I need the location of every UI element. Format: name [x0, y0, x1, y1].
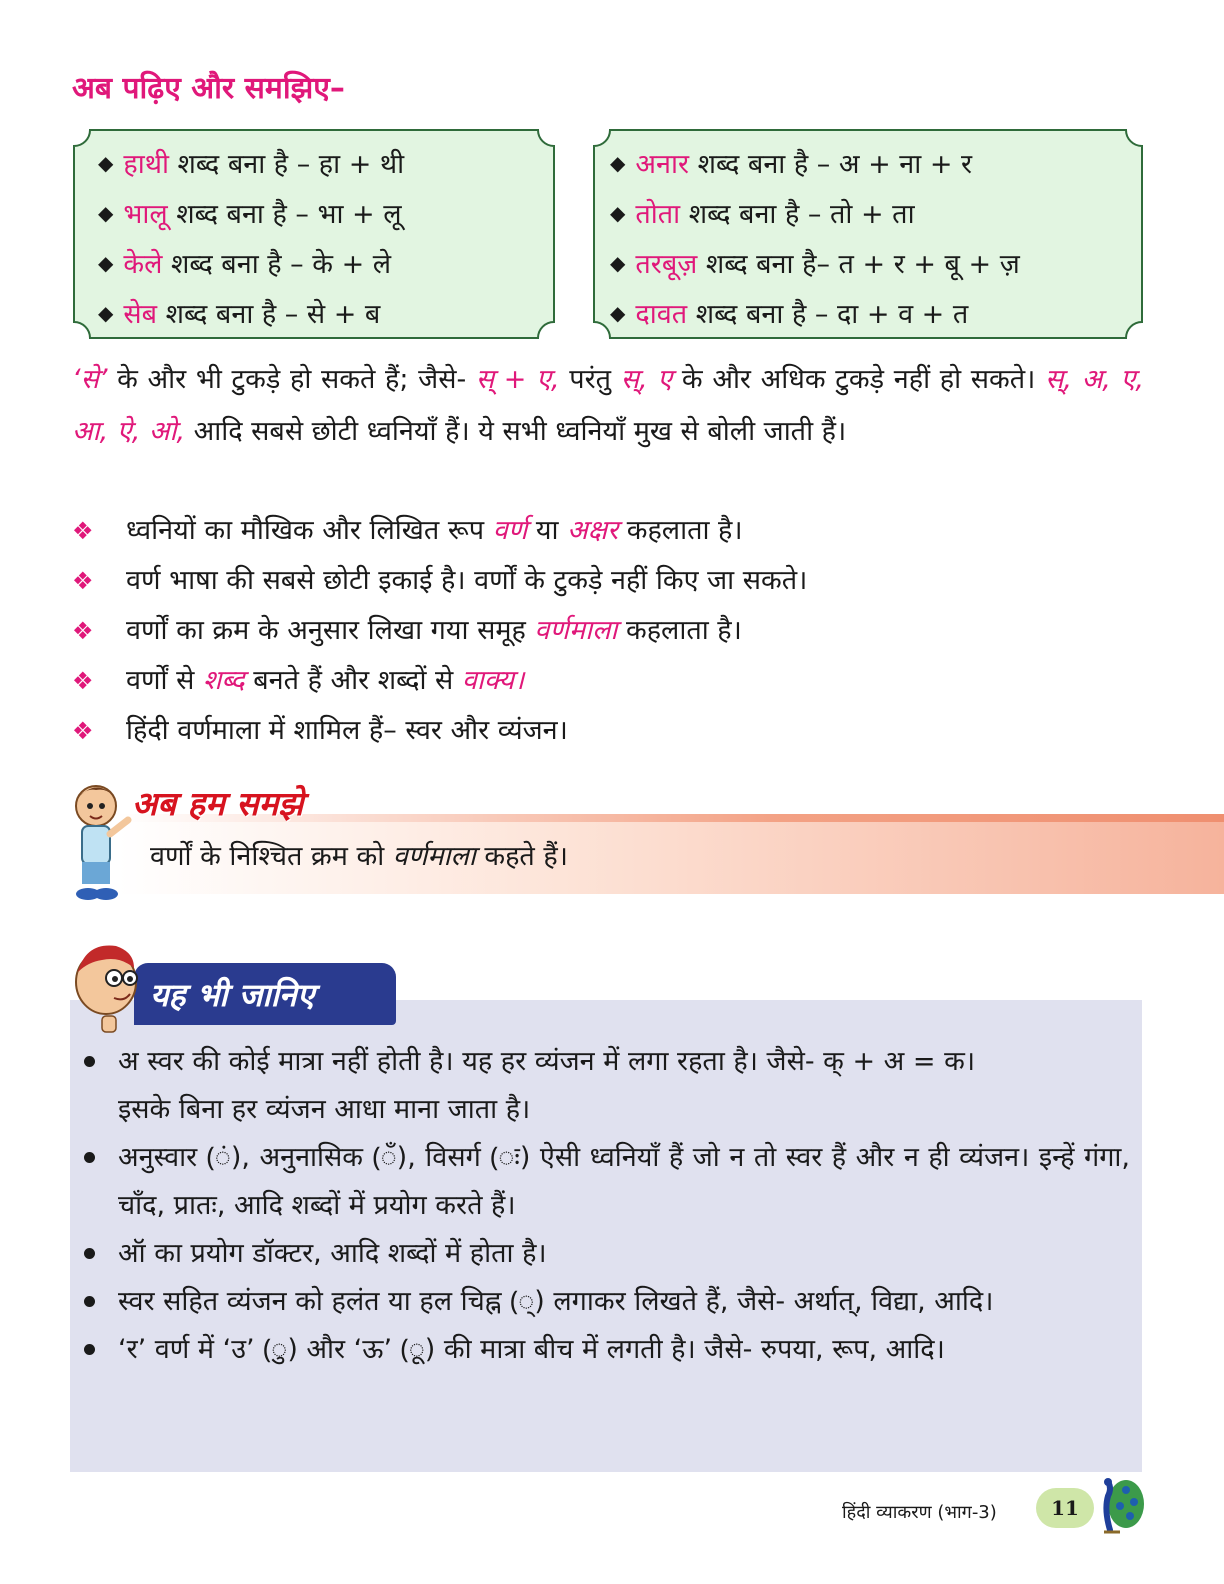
word-box-left	[72, 128, 556, 340]
example-word: तोता	[635, 199, 681, 230]
quoted-se: ‘से’	[72, 364, 108, 395]
fact-keyword: शब्द	[202, 665, 245, 696]
fact-item	[72, 556, 1152, 606]
fact-text: या	[527, 515, 568, 546]
summary-text-part: वर्णों के निश्चित क्रम को	[150, 841, 393, 872]
word-breakdown: शब्द बना है– त + र + बू + ज़	[697, 249, 1020, 280]
know-more-title: यह भी जानिए	[150, 976, 315, 1014]
fact-text: कहलाता है।	[617, 615, 742, 646]
bullet-dot-icon	[84, 1296, 95, 1307]
know-text: ऑ का प्रयोग डॉक्टर, आदि शब्दों में होता है।	[118, 1238, 547, 1269]
fact-item	[72, 506, 1152, 556]
diamond-bullet-icon: ◆	[610, 301, 626, 325]
bullet-dot-icon	[84, 1056, 95, 1067]
word-row	[610, 240, 1134, 290]
clover-bullet-icon: ❖	[72, 567, 94, 595]
diamond-bullet-icon: ◆	[610, 201, 626, 225]
fact-text: ध्वनियों का मौखिक और लिखित रूप	[126, 515, 493, 546]
know-text: स्वर सहित व्यंजन को हलंत या हल चिह्न (्) लगाकर लिखते हैं, जैसे- अर्थात्, विद्या, आदि।	[118, 1286, 994, 1317]
example-word: तरबूज़	[635, 249, 698, 280]
word-row	[98, 290, 546, 340]
example-word: सेब	[123, 299, 158, 330]
intro-text-4: आदि सबसे छोटी ध्वनियाँ हैं। ये सभी ध्वनियाँ मुख से बोली जाती हैं।	[185, 416, 847, 447]
word-breakdown: शब्द बना है – हा + थी	[168, 149, 405, 180]
diamond-bullet-icon: ◆	[98, 201, 114, 225]
intro-paragraph	[72, 354, 1144, 458]
intro-text-2: परंतु	[559, 364, 621, 395]
fact-text: कहलाता है।	[618, 515, 743, 546]
know-text: अ स्वर की कोई मात्रा नहीं होती है। यह हर व्यंजन में लगा रहता है। जैसे- क् + अ = क।	[118, 1046, 976, 1077]
example-word: हाथी	[123, 149, 169, 180]
summary-title: अब हम समझे	[132, 784, 304, 823]
word-breakdown: शब्द बना है – के + ले	[162, 249, 392, 280]
footer-book-title: हिंदी व्याकरण (भाग-3)	[842, 1502, 997, 1523]
fact-text: वर्णों का क्रम के अनुसार लिखा गया समूह	[126, 615, 535, 646]
know-item	[84, 1326, 1130, 1374]
fact-text: हिंदी वर्णमाला में शामिल हैं– स्वर और व्यंजन।	[126, 715, 568, 746]
know-text: ‘र’ वर्ण में ‘उ’ (ु) और ‘ऊ’ (ू) की मात्रा बीच में लगती है। जैसे- रुपया, रूप, आदि।	[118, 1334, 945, 1365]
fact-keyword: वर्णमाला	[534, 615, 618, 646]
know-text-extra: इसके बिना हर व्यंजन आधा माना जाता है।	[118, 1094, 531, 1125]
know-item	[84, 1230, 1130, 1278]
know-more-list	[84, 1038, 1130, 1374]
clover-bullet-icon: ❖	[72, 667, 94, 695]
facts-list	[72, 506, 1152, 756]
know-item	[84, 1278, 1130, 1326]
bullet-dot-icon	[84, 1152, 95, 1163]
word-breakdown: शब्द बना है – अ + ना + र	[689, 149, 973, 180]
intro-example-2: स्, ए	[620, 364, 673, 395]
fact-item	[72, 656, 1152, 706]
word-row	[610, 190, 1134, 240]
diamond-bullet-icon: ◆	[610, 151, 626, 175]
diamond-bullet-icon: ◆	[610, 251, 626, 275]
bullet-dot-icon	[84, 1344, 95, 1355]
page-heading: अब पढ़िए और समझिए–	[72, 71, 345, 106]
word-row	[98, 190, 546, 240]
fact-keyword: वाक्य।	[461, 665, 525, 696]
intro-example-3: स्, अ, ए, आ, ऐ, ओ,	[72, 364, 1144, 447]
diamond-bullet-icon: ◆	[98, 151, 114, 175]
example-word: दावत	[635, 299, 688, 330]
clover-bullet-icon: ❖	[72, 517, 94, 545]
example-word: अनार	[635, 149, 690, 180]
page-number: 11	[1036, 1488, 1094, 1528]
fact-text: बनते हैं और शब्दों से	[244, 665, 462, 696]
word-row	[610, 290, 1134, 340]
fact-item	[72, 606, 1152, 656]
diamond-bullet-icon: ◆	[98, 251, 114, 275]
word-breakdown: शब्द बना है – दा + व + त	[687, 299, 969, 330]
clover-bullet-icon: ❖	[72, 617, 94, 645]
word-breakdown: शब्द बना है – भा + लू	[167, 199, 402, 230]
know-text: अनुस्वार (ं), अनुनासिक (ँ), विसर्ग (ः) ऐसी ध्वनियाँ हैं जो न तो स्वर हैं और न ही व्यंजन। इन्हें गंगा, चाँद, प्रातः, आदि शब्दों में प्रयोग करते हैं।	[118, 1142, 1130, 1221]
bullet-dot-icon	[84, 1248, 95, 1259]
word-box-right	[592, 128, 1144, 340]
peacock-icon	[1090, 1474, 1146, 1536]
summary-text	[150, 836, 568, 873]
summary-text-part: कहते हैं।	[475, 841, 568, 872]
intro-text-3: के और अधिक टुकड़े नहीं हो सकते।	[672, 364, 1046, 395]
know-item	[84, 1134, 1130, 1230]
summary-keyword: वर्णमाला	[392, 841, 476, 872]
fact-text: वर्णों से	[126, 665, 203, 696]
boy-pointing-illustration	[66, 780, 136, 906]
fact-item	[72, 706, 1152, 756]
example-word: भालू	[123, 199, 168, 230]
word-breakdown: शब्द बना है – से + ब	[157, 299, 381, 330]
diamond-bullet-icon: ◆	[98, 301, 114, 325]
fact-keyword: वर्ण	[492, 515, 528, 546]
know-item	[84, 1038, 1130, 1134]
fact-keyword: अक्षर	[567, 515, 619, 546]
word-row	[610, 140, 1134, 190]
example-word: केले	[123, 249, 163, 280]
boy-peeking-illustration	[68, 938, 140, 1034]
clover-bullet-icon: ❖	[72, 717, 94, 745]
word-breakdown: शब्द बना है – तो + ता	[680, 199, 915, 230]
word-row	[98, 240, 546, 290]
intro-example-1: स् + ए,	[475, 364, 560, 395]
word-row	[98, 140, 546, 190]
fact-text: वर्ण भाषा की सबसे छोटी इकाई है। वर्णों के टुकड़े नहीं किए जा सकते।	[126, 565, 808, 596]
intro-text-1: के और भी टुकड़े हो सकते हैं; जैसे-	[107, 364, 476, 395]
